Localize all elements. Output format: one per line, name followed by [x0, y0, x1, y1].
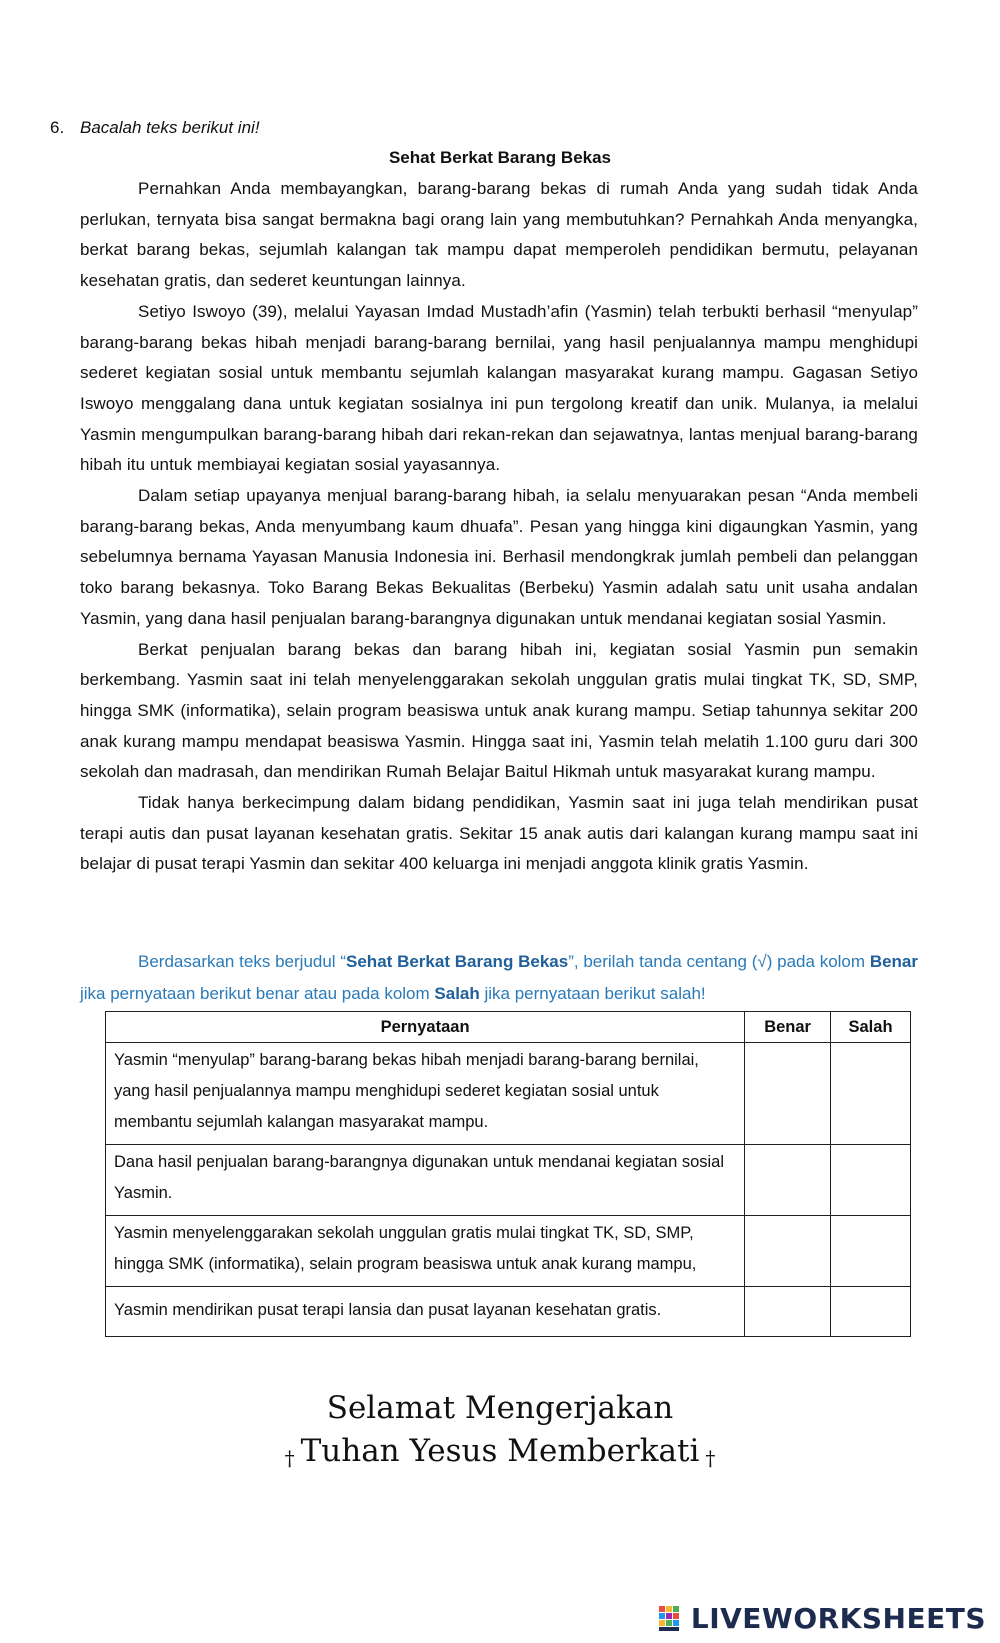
- statement-text: Dana hasil penjualan barang-barangnya digunakan untuk mendanai kegiatan sosial Yasmin.: [106, 1145, 745, 1216]
- statement-text: Yasmin “menyulap” barang-barang bekas hibah menjadi barang-barang bernilai, yang hasil penjualannya mampu menghidupi sederet kegiatan sosial untuk membantu sejumlah kalangan masyarakat mampu.: [106, 1043, 745, 1145]
- question-number: 6.: [50, 118, 65, 137]
- salah-checkbox[interactable]: [831, 1145, 911, 1216]
- salah-checkbox[interactable]: [831, 1216, 911, 1287]
- question-header: [50, 118, 260, 138]
- benar-checkbox[interactable]: [745, 1216, 831, 1287]
- instruction-text: jika pernyataan berikut benar atau pada kolom: [80, 984, 435, 1003]
- table-row: [106, 1145, 911, 1216]
- watermark-text: LIVEWORKSHEETS: [690, 1602, 986, 1635]
- article-paragraph: Pernahkan Anda membayangkan, barang-barang bekas di rumah Anda yang sudah tidak Anda perlukan, ternyata bisa sangat bermakna bagi orang lain yang membutuhkan? Pernahkah Anda menyangka, berkat barang bekas, sejumlah kalangan tak mampu dapat memperoleh pendidikan bermutu, pelayanan kesehatan gratis, dan sederet keuntungan lainnya.: [80, 179, 918, 291]
- table-row: [106, 1216, 911, 1287]
- instruction-salah: Salah: [434, 984, 480, 1003]
- instruction-title-ref: Sehat Berkat Barang Bekas: [346, 952, 569, 971]
- statement-table: [105, 1011, 911, 1337]
- table-row: [106, 1043, 911, 1145]
- closing-line-2: [0, 1433, 1000, 1470]
- article-paragraph: Setiyo Iswoyo (39), melalui Yayasan Imdad Mustadh’afin (Yasmin) telah terbukti berhasil “menyulap” barang-barang bekas hibah menjadi barang-barang bernilai, yang hasil penjualannya mampu menghidupi sederet kegiatan sosial untuk membantu sejumlah kalangan masyarakat kurang mampu. Gagasan Setiyo Iswoyo menggalang dana untuk kegiatan sosialnya ini pun tergolong kreatif dan unik. Mulanya, ia melalui Yasmin mengumpulkan barang-barang hibah dari rekan-rekan dan sejawatnya, lantas menjual barang-barang hibah itu untuk membiayai kegiatan sosial yayasannya.: [80, 301, 918, 475]
- salah-checkbox[interactable]: [831, 1043, 911, 1145]
- instruction-text: ”, berilah tanda centang (√) pada kolom: [568, 952, 870, 971]
- table-row: [106, 1287, 911, 1337]
- header-pernyataan: Pernyataan: [106, 1012, 745, 1043]
- header-benar: Benar: [745, 1012, 831, 1043]
- liveworksheets-logo-icon: [659, 1606, 685, 1632]
- article-paragraph: Dalam setiap upayanya menjual barang-barang hibah, ia selalu menyuarakan pesan “Anda membeli barang-barang bekas, Anda menyumbang kaum dhuafa”. Pesan yang hingga kini digaungkan Yasmin, yang sebelumnya bernama Yayasan Manusia Indonesia ini. Berhasil mendongkrak jumlah pembeli dan pelanggan toko barang bekasnya. Toko Barang Bekas Bekualitas (Berbeku) Yasmin adalah satu unit usaha andalan Yasmin, yang dana hasil penjualan barang-barangnya digunakan untuk mendanai kegiatan sosial Yasmin.: [80, 486, 918, 628]
- cross-icon: †: [705, 1446, 716, 1470]
- closing-line-1: Selamat Mengerjakan: [326, 1390, 674, 1426]
- statement-text: Yasmin menyelenggarakan sekolah unggulan gratis mulai tingkat TK, SD, SMP, hingga SMK (informatika), selain program beasiswa untuk anak kurang mampu,: [106, 1216, 745, 1287]
- question-instruction: Bacalah teks berikut ini!: [80, 118, 260, 137]
- statement-text: Yasmin mendirikan pusat terapi lansia dan pusat layanan kesehatan gratis.: [106, 1287, 745, 1337]
- benar-checkbox[interactable]: [745, 1043, 831, 1145]
- instruction-benar: Benar: [869, 952, 918, 971]
- article-body: [80, 174, 918, 880]
- task-instruction: [80, 946, 918, 1010]
- table-header-row: [106, 1012, 911, 1043]
- instruction-text: jika pernyataan berikut salah!: [479, 984, 706, 1003]
- liveworksheets-watermark: [659, 1602, 986, 1635]
- salah-checkbox[interactable]: [831, 1287, 911, 1337]
- article-paragraph: Berkat penjualan barang bekas dan barang hibah ini, kegiatan sosial Yasmin pun semakin berkembang. Yasmin saat ini telah menyelenggarakan sekolah unggulan gratis mulai tingkat TK, SD, SMP, hingga SMK (informatika), selain program beasiswa untuk anak kurang mampu. Setiap tahunnya sekitar 200 anak kurang mampu mendapat beasiswa Yasmin. Hingga saat ini, Yasmin telah melatih 1.100 guru dari 300 sekolah dan madrasah, dan mendirikan Rumah Belajar Baitul Hikmah untuk masyarakat kurang mampu.: [80, 639, 918, 782]
- benar-checkbox[interactable]: [745, 1145, 831, 1216]
- benar-checkbox[interactable]: [745, 1287, 831, 1337]
- instruction-text: Berdasarkan teks berjudul “: [138, 952, 347, 971]
- closing-blessing: Tuhan Yesus Memberkati: [300, 1433, 700, 1469]
- article-paragraph: Tidak hanya berkecimpung dalam bidang pendidikan, Yasmin saat ini juga telah mendirikan pusat terapi autis dan pusat layanan kesehatan gratis. Sekitar 15 anak autis dari kalangan kurang mampu saat ini belajar di pusat terapi Yasmin dan sekitar 400 keluarga ini menjadi anggota klinik gratis Yasmin.: [80, 793, 918, 874]
- article-title: Sehat Berkat Barang Bekas: [388, 148, 612, 167]
- cross-icon: †: [284, 1446, 295, 1470]
- header-salah: Salah: [831, 1012, 911, 1043]
